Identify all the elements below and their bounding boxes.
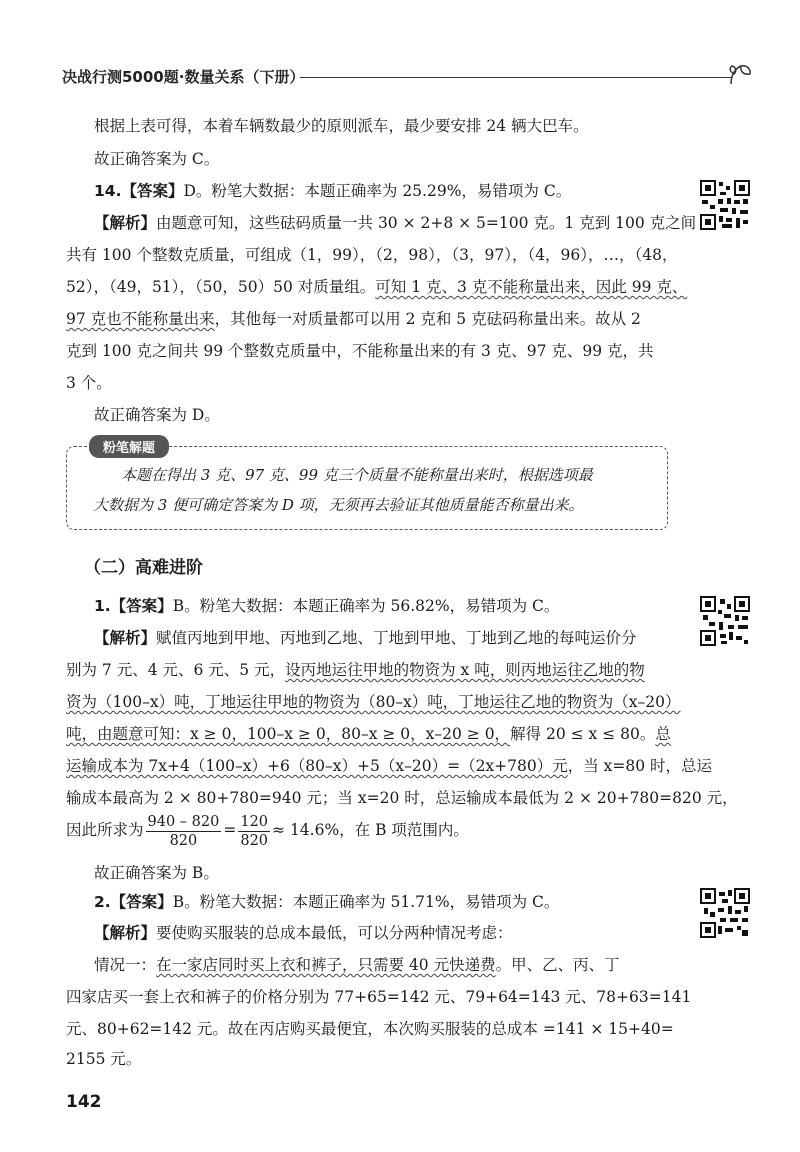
text-line: 根据上表可得，本着车辆数最少的原则派车，最少要安排 24 辆大巴车。 bbox=[94, 117, 589, 135]
leaf-sprout-icon bbox=[728, 62, 754, 88]
analysis-tag: 【解析】 bbox=[94, 214, 157, 232]
text-segment: ，当 x=80 时，总运 bbox=[567, 757, 713, 775]
text-segment: 情况一： bbox=[94, 956, 157, 974]
tip-text: 大数据为 3 便可确定答案为 D 项，无须再去验证其他质量能否称量出来。 bbox=[93, 496, 584, 514]
equals-sign: = bbox=[223, 821, 237, 839]
answer-tag: 1.【答案】 bbox=[94, 597, 173, 615]
text-line: 2155 元。 bbox=[66, 1050, 142, 1068]
text-segment: ≈ 14.6%，在 B 项范围内。 bbox=[272, 821, 469, 839]
text-line: 元、80+62=142 元。故在丙店购买最便宜，本次购买服装的总成本 =141 × 15+40= bbox=[66, 1020, 674, 1038]
text-line: 故正确答案为 D。 bbox=[94, 406, 220, 424]
text-segment: 52），（49，51），（50，50）50 对质量组。 bbox=[66, 278, 376, 296]
text-line bbox=[66, 692, 681, 712]
analysis-text: 要使购买服装的总成本最低，可以分两种情况考虑： bbox=[156, 924, 513, 942]
analysis-line bbox=[94, 213, 696, 233]
answer-tag: 14.【答案】 bbox=[94, 182, 184, 200]
fraction-denominator: 820 bbox=[169, 832, 198, 849]
text-segment: 解得 20 ≤ x ≤ 80。 bbox=[510, 725, 656, 743]
emphasis-text: 设丙地运往甲地的物资为 x 吨，则丙地运往乙地的物 bbox=[285, 661, 645, 679]
emphasis-text: 在一家店同时买上衣和裤子，只需要 40 元快递费 bbox=[156, 956, 496, 974]
header-rule bbox=[300, 77, 732, 78]
tip-label: 粉笔解题 bbox=[89, 435, 169, 458]
text-line bbox=[66, 277, 687, 297]
section-heading: （二）高难进阶 bbox=[84, 558, 203, 578]
text-line: 3 个。 bbox=[66, 374, 112, 392]
qr-code-icon[interactable] bbox=[700, 180, 750, 230]
text-segment: 别为 7 元、4 元、6 元、5 元， bbox=[66, 661, 286, 679]
text-line: 克到 100 克之间共 99 个整数克质量中，不能称量出来的有 3 克、97 克、99 克，共 bbox=[66, 342, 654, 360]
fraction-numerator: 940 – 820 bbox=[147, 813, 220, 830]
emphasis-text: 97 克也不能称量出来 bbox=[66, 310, 215, 328]
qr-code-icon[interactable] bbox=[700, 888, 750, 938]
analysis-tag: 【解析】 bbox=[94, 629, 157, 647]
emphasis-text: 资为（100–x）吨，丁地运往甲地的物资为（80–x）吨，丁地运往乙地的物资为（x–20） bbox=[66, 693, 681, 711]
text-line bbox=[66, 756, 712, 776]
tip-box bbox=[66, 441, 668, 530]
emphasis-text: 运输成本为 7x+4（100–x）+6（80–x）+5（x–20）=（2x+780）元 bbox=[66, 757, 568, 775]
fraction bbox=[238, 813, 270, 850]
qr-code-icon[interactable] bbox=[700, 596, 750, 646]
analysis-line bbox=[94, 923, 513, 943]
text-line bbox=[66, 309, 641, 329]
analysis-tag: 【解析】 bbox=[94, 924, 157, 942]
text-line: 四家店买一套上衣和裤子的价格分别为 77+65=142 元、79+64=143 元、78+63=141 bbox=[66, 988, 692, 1006]
text-line: 故正确答案为 B。 bbox=[94, 864, 219, 882]
tip-text: 本题在得出 3 克、97 克、99 克三个质量不能称量出来时，根据选项最 bbox=[121, 466, 593, 484]
analysis-line bbox=[94, 628, 637, 648]
fraction-denominator: 820 bbox=[240, 832, 269, 849]
fraction bbox=[146, 813, 222, 850]
text-line bbox=[66, 724, 671, 744]
formula-line bbox=[66, 812, 469, 850]
emphasis-text: 总 bbox=[655, 725, 671, 743]
emphasis-text: 吨，由题意可知：x ≥ 0，100–x ≥ 0，80–x ≥ 0，x–20 ≥ 0， bbox=[66, 725, 511, 743]
analysis-text: 赋值丙地到甲地、丙地到乙地、丁地到甲地、丁地到乙地的每吨运价分 bbox=[156, 629, 637, 647]
answer-tag: 2.【答案】 bbox=[94, 893, 173, 911]
q1-answer-line bbox=[94, 596, 559, 616]
text-line: 输成本最高为 2 × 80+780=940 元；当 x=20 时，总运输成本最低为 2 × 20+780=820 元， bbox=[66, 789, 738, 807]
running-header bbox=[62, 62, 754, 90]
text-segment: 。甲、乙、丙、丁 bbox=[495, 956, 620, 974]
answer-text: B。粉笔大数据：本题正确率为 51.71%，易错项为 C。 bbox=[172, 893, 560, 911]
book-title: 决战行测5000题·数量关系（下册） bbox=[62, 68, 305, 86]
emphasis-text: 可知 1 克、3 克不能称量出来，因此 99 克、 bbox=[375, 278, 688, 296]
answer-text: D。粉笔大数据：本题正确率为 25.29%，易错项为 C。 bbox=[183, 182, 572, 200]
text-segment: 因此所求为 bbox=[66, 821, 144, 839]
text-line: 共有 100 个整数克质量，可组成（1，99），（2，98），（3，97），（4，96），…，（48， bbox=[66, 246, 678, 264]
fraction-numerator: 120 bbox=[240, 813, 269, 830]
q2-answer-line bbox=[94, 892, 559, 912]
text-line bbox=[94, 955, 620, 975]
analysis-text: 由题意可知，这些砝码质量一共 30 × 2+8 × 5=100 克。1 克到 100 克之间 bbox=[156, 214, 697, 232]
text-line: 故正确答案为 C。 bbox=[94, 150, 220, 168]
text-segment: ，其他每一对质量都可以用 2 克和 5 克砝码称量出来。故从 2 bbox=[214, 310, 641, 328]
q14-answer-line bbox=[94, 181, 571, 201]
page-number: 142 bbox=[66, 1092, 102, 1112]
text-line bbox=[66, 660, 645, 680]
answer-text: B。粉笔大数据：本题正确率为 56.82%，易错项为 C。 bbox=[172, 597, 560, 615]
